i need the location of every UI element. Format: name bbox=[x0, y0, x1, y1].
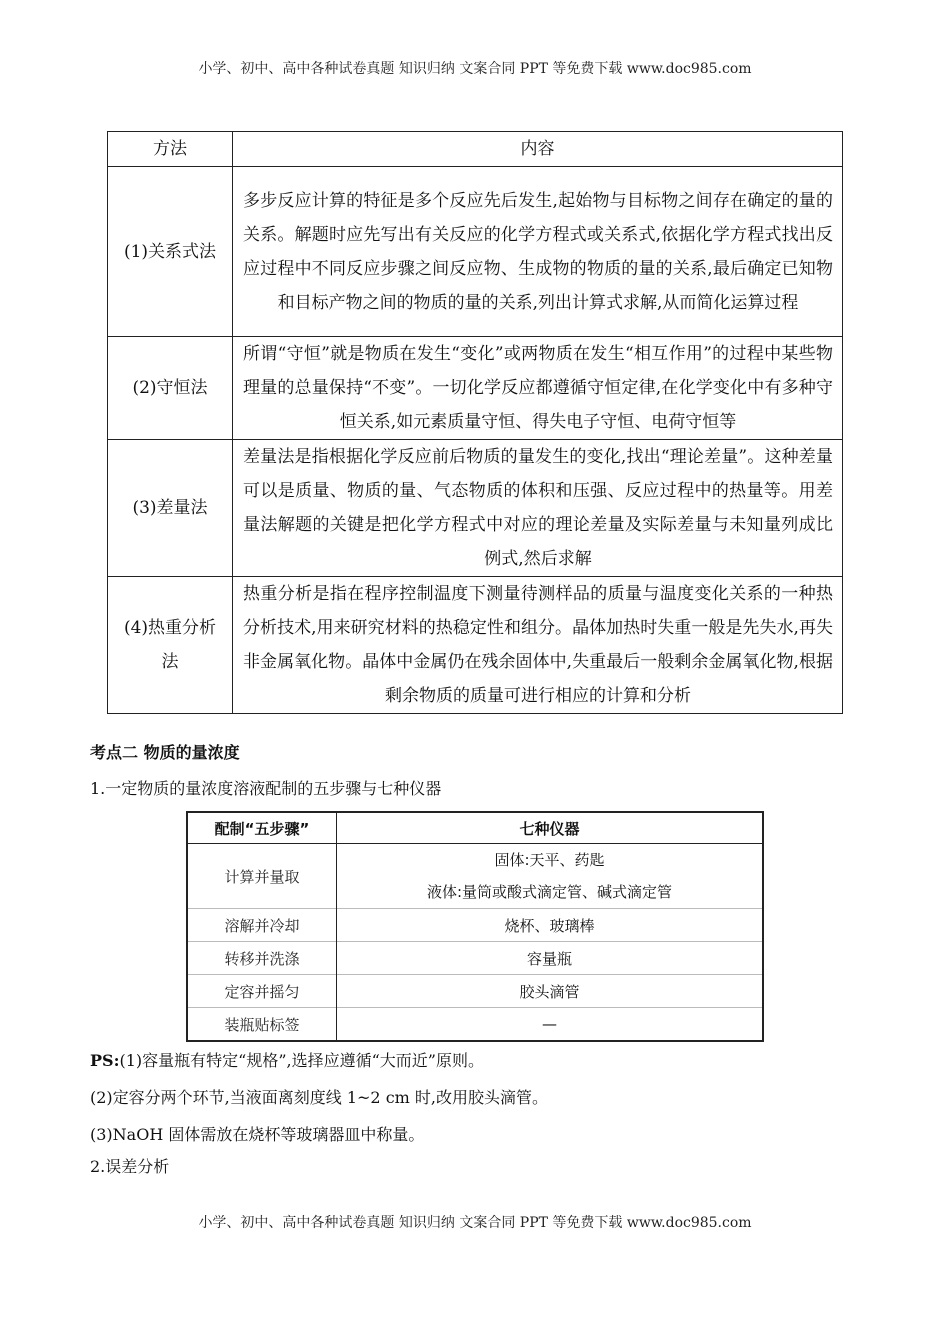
method-cell: (3)差量法 bbox=[108, 440, 233, 577]
methods-header-content: 内容 bbox=[233, 132, 843, 167]
step-cell: 装瓶贴标签 bbox=[187, 1008, 337, 1042]
method-content: 所谓“守恒”就是物质在发生“变化”或两物质在发生“相互作用”的过程中某些物理量的总量保持“不变”。一切化学反应都遵循守恒定律,在化学变化中有多种守恒关系,如元素质量守恒、得失电子守恒、电荷守恒等 bbox=[233, 337, 843, 440]
step-cell: 定容并摇匀 bbox=[187, 975, 337, 1008]
item-1-heading: 1.一定物质的量浓度溶液配制的五步骤与七种仪器 bbox=[90, 779, 442, 798]
method-cell: (1)关系式法 bbox=[108, 167, 233, 337]
instrument-cell bbox=[337, 844, 764, 909]
instrument-line: 液体:量筒或酸式滴定管、碱式滴定管 bbox=[426, 883, 673, 901]
ps-label: PS: bbox=[90, 1051, 120, 1070]
method-cell: (2)守恒法 bbox=[108, 337, 233, 440]
methods-table bbox=[107, 131, 843, 714]
method-cell: (4)热重分析法 bbox=[108, 577, 233, 714]
instrument-cell: 烧杯、玻璃棒 bbox=[337, 909, 764, 942]
page-header: 小学、初中、高中各种试卷真题 知识归纳 文案合同 PPT 等免费下载 www.doc985.com bbox=[198, 61, 752, 77]
section-title: 考点二 物质的量浓度 bbox=[90, 743, 240, 762]
methods-header-method: 方法 bbox=[108, 132, 233, 167]
method-content: 差量法是指根据化学反应前后物质的量发生的变化,找出“理论差量”。这种差量可以是质量、物质的量、气态物质的体积和压强、反应过程中的热量等。用差量法解题的关键是把化学方程式中对应的理论差量及实际差量与未知量列成比例式,然后求解 bbox=[233, 440, 843, 577]
step-cell: 转移并洗涤 bbox=[187, 942, 337, 975]
ps-line-3: (3)NaOH 固体需放在烧杯等玻璃器皿中称量。 bbox=[90, 1125, 425, 1144]
method-content: 热重分析是指在程序控制温度下测量待测样品的质量与温度变化关系的一种热分析技术,用来研究材料的热稳定性和组分。晶体加热时失重一般是先失水,再失非金属氧化物。晶体中金属仍在残余固体中,失重最后一般剩余金属氧化物,根据剩余物质的质量可进行相应的计算和分析 bbox=[233, 577, 843, 714]
ps-line-2: (2)定容分两个环节,当液面离刻度线 1~2 cm 时,改用胶头滴管。 bbox=[90, 1088, 548, 1107]
instrument-line: 固体:天平、药匙 bbox=[494, 851, 605, 869]
step-cell: 计算并量取 bbox=[187, 844, 337, 909]
tools-header-instruments: 七种仪器 bbox=[337, 812, 764, 844]
tools-table bbox=[186, 811, 764, 1042]
method-content: 多步反应计算的特征是多个反应先后发生,起始物与目标物之间存在确定的量的关系。解题时应先写出有关反应的化学方程式或关系式,依据化学方程式找出反应过程中不同反应步骤之间反应物、生成物的物质的量的关系,最后确定已知物和目标产物之间的物质的量的关系,列出计算式求解,从而简化运算过程 bbox=[233, 167, 843, 337]
tools-header-steps: 配制“五步骤” bbox=[187, 812, 337, 844]
instrument-cell: — bbox=[337, 1008, 764, 1042]
step-cell: 溶解并冷却 bbox=[187, 909, 337, 942]
ps-text-1: (1)容量瓶有特定“规格”,选择应遵循“大而近”原则。 bbox=[119, 1051, 484, 1070]
instrument-cell: 胶头滴管 bbox=[337, 975, 764, 1008]
page-footer: 小学、初中、高中各种试卷真题 知识归纳 文案合同 PPT 等免费下载 www.doc985.com bbox=[198, 1215, 752, 1231]
item-2-heading: 2.误差分析 bbox=[90, 1157, 170, 1176]
ps-line-1 bbox=[90, 1050, 484, 1072]
instrument-cell: 容量瓶 bbox=[337, 942, 764, 975]
